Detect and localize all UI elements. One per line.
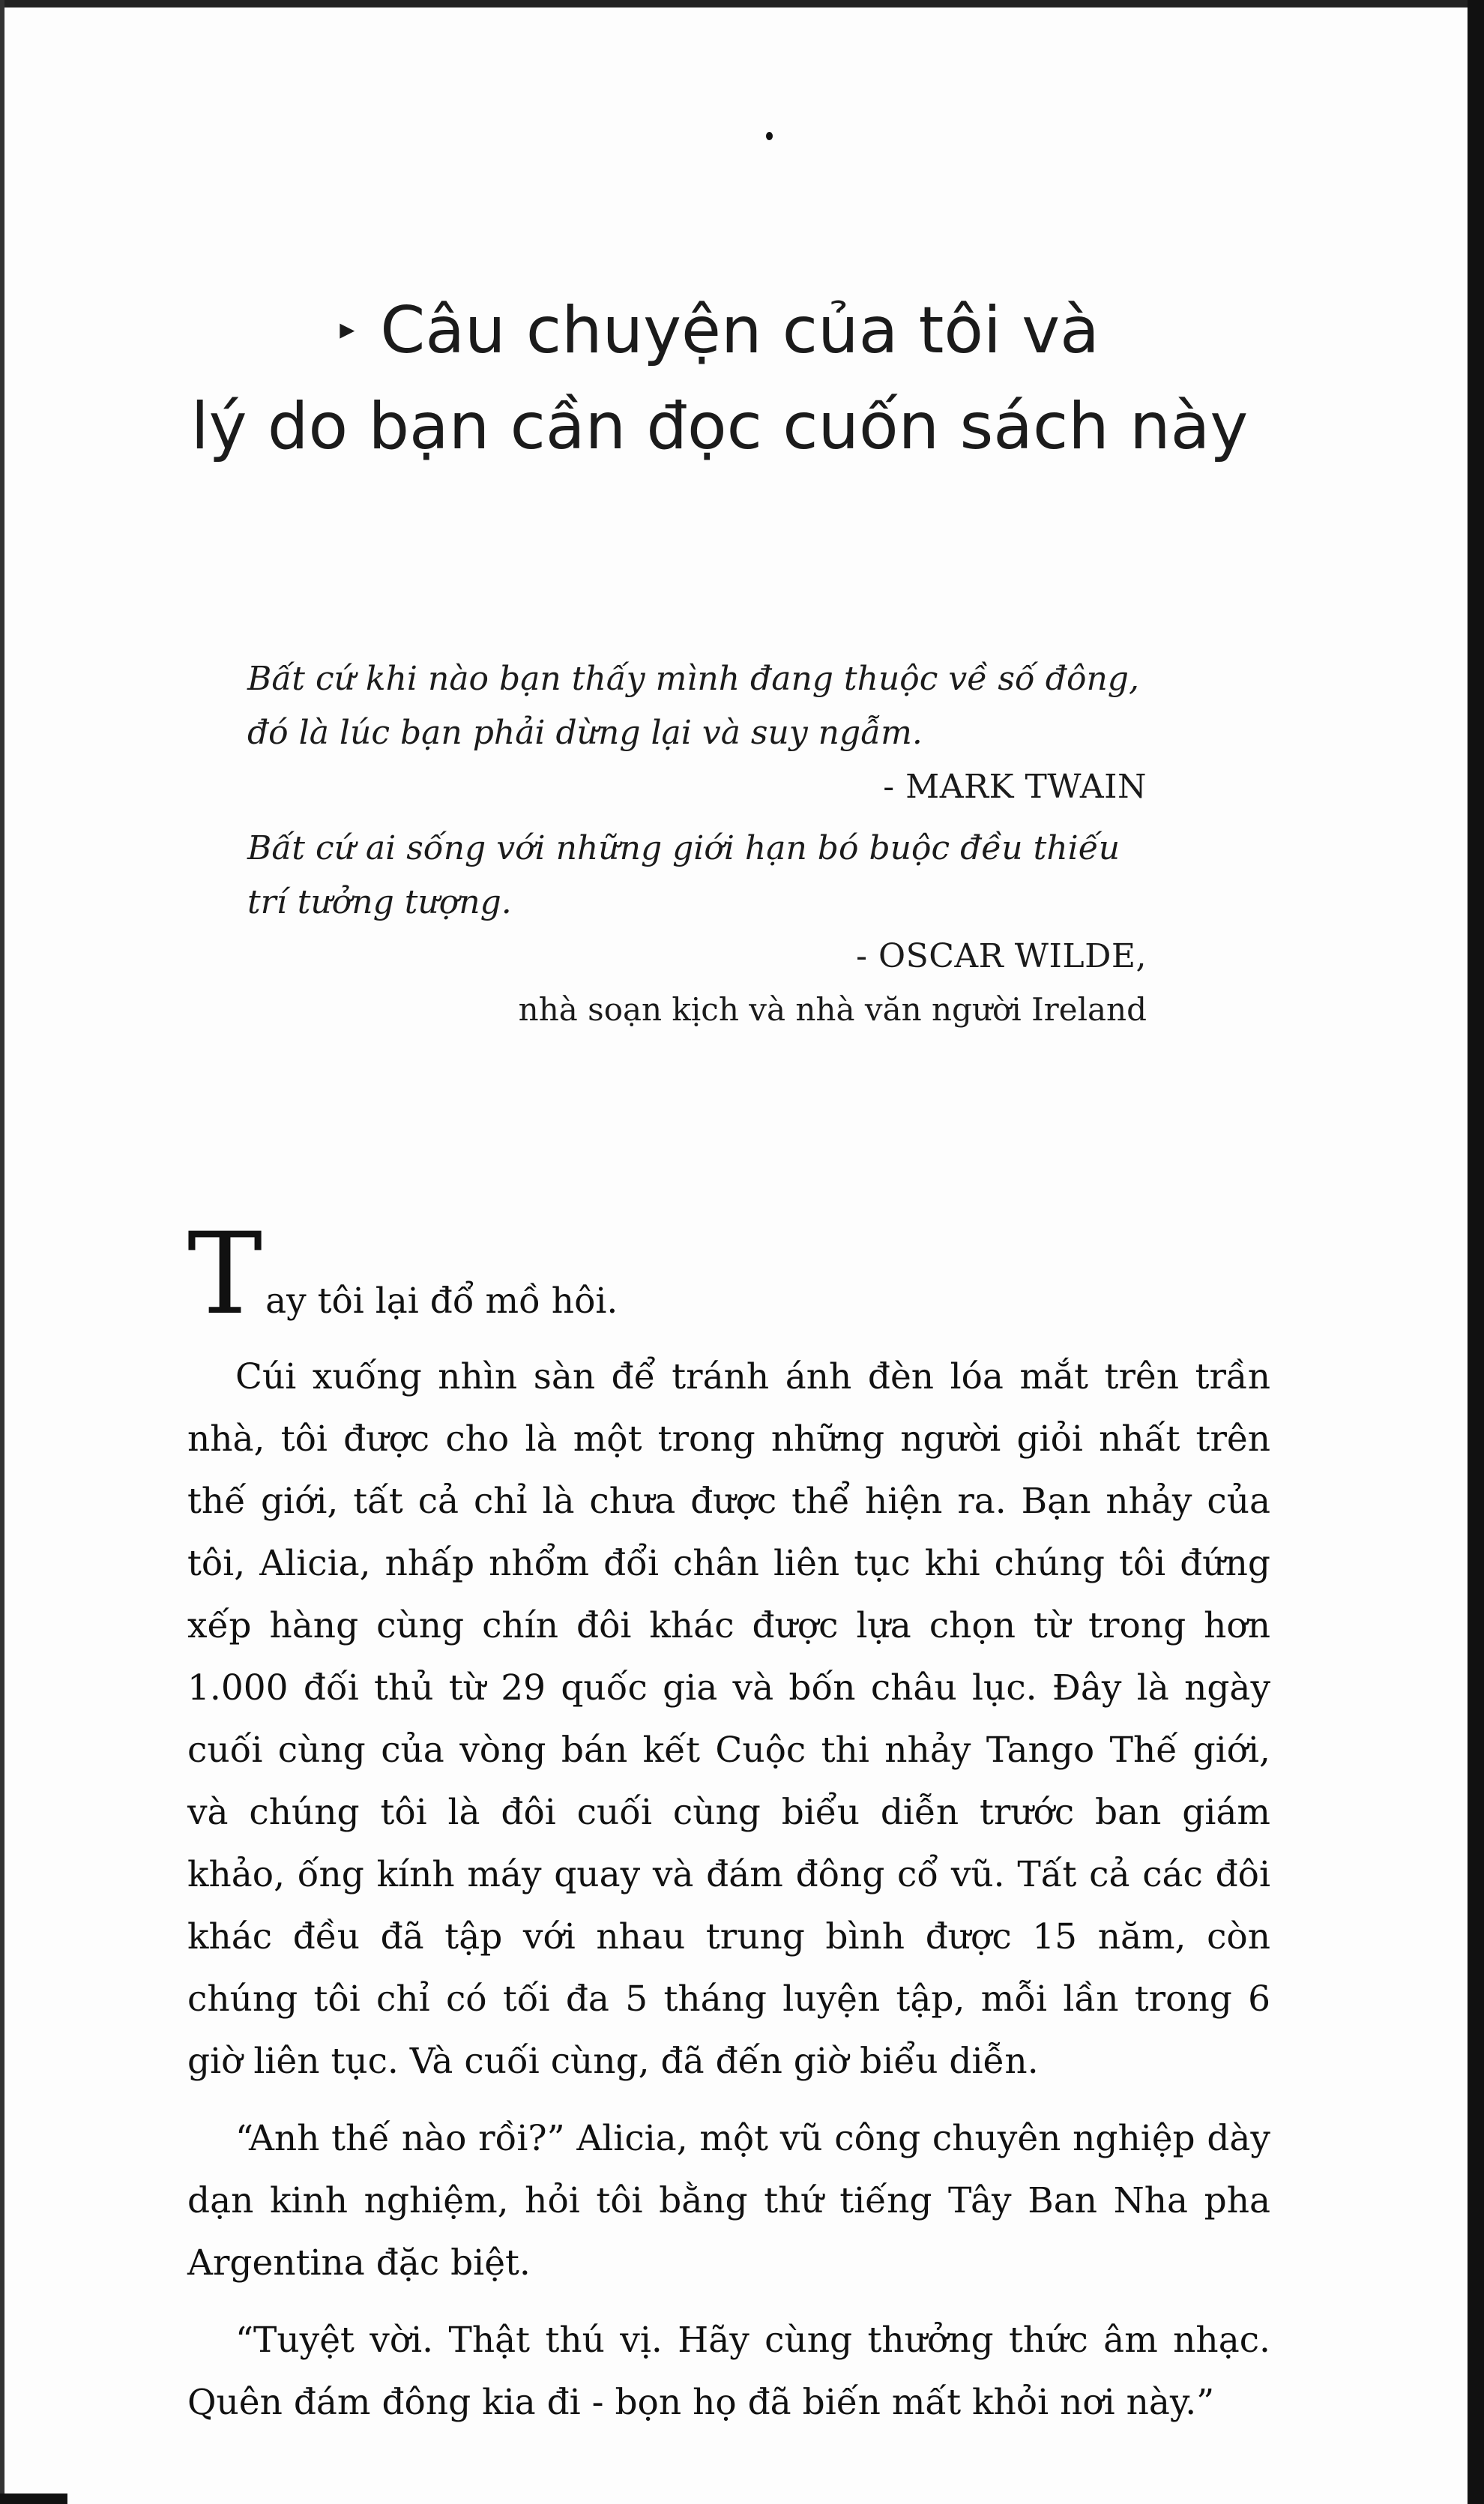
scan-edge-left [0, 0, 4, 2504]
epigraph-quote-1: Bất cứ khi nào bạn thấy mình đang thuộc về số đông, đó là lúc bạn phải dừng lại và suy ngẫm. [247, 660, 1139, 752]
epigraph-author-1: - MARK TWAIN [883, 768, 1147, 806]
epigraph-author-2-note: nhà soạn kịch và nhà văn người Ireland [518, 991, 1147, 1028]
chapter-title-text-1: Câu chuyện của tôi và [380, 293, 1100, 368]
opening-line-text: ay tôi lại đổ mồ hôi. [265, 1280, 618, 1322]
scan-speck [766, 132, 773, 140]
body-paragraph: “Anh thế nào rồi?” Alicia, một vũ công chuyên nghiệp dày dạn kinh nghiệm, hỏi tôi bằng thứ tiếng Tây Ban Nha pha Argentina đặc biệt. [187, 2118, 1270, 2284]
chapter-body [187, 1209, 1270, 2449]
epigraph-block [247, 652, 1147, 1036]
chapter-title-line-2: lý do bạn cần đọc cuốn sách này [190, 388, 1249, 464]
drop-cap: T [187, 1209, 263, 1340]
epigraph-author-2: - OSCAR WILDE, [856, 937, 1147, 975]
body-paragraph: Cúi xuống nhìn sàn để tránh ánh đèn lóa mắt trên trần nhà, tôi được cho là một trong những người giỏi nhất trên thế giới, tất cả chỉ là chưa được thể hiện ra. Bạn nhảy của tôi, Alicia, nhấp nhổm đổi chân liên tục khi chúng tôi đứng xếp hàng cùng chín đôi khác được lựa chọn từ trong hơn 1.000 đối thủ từ 29 quốc gia và bốn châu lục. Đây là ngày cuối cùng của vòng bán kết Cuộc thi nhảy Tango Thế giới, và chúng tôi là đôi cuối cùng biểu diễn trước ban giám khảo, ống kính máy quay và đám đông cổ vũ. Tất cả các đôi khác đều đã tập với nhau trung bình được 15 năm, còn chúng tôi chỉ có tối đa 5 tháng luyện tập, mỗi lần trong 6 giờ liên tục. Và cuối cùng, đã đến giờ biểu diễn. [187, 1356, 1270, 2082]
opening-line [187, 1209, 1270, 1340]
chapter-title-line-1 [150, 285, 1289, 381]
scan-edge-top [0, 0, 1484, 7]
scan-edge-right [1468, 0, 1484, 2504]
epigraph-quote-2: Bất cứ ai sống với những giới hạn bó buộc đều thiếu trí tưởng tượng. [247, 829, 1120, 921]
body-paragraph: “Tuyệt vời. Thật thú vị. Hãy cùng thưởng thức âm nhạc. Quên đám đông kia đi - bọn họ đã biến mất khỏi nơi này.” [187, 2320, 1270, 2423]
scan-edge-bottom [0, 2494, 67, 2504]
chapter-title [150, 285, 1289, 472]
triangle-arrow-icon: ▸ [340, 311, 355, 346]
